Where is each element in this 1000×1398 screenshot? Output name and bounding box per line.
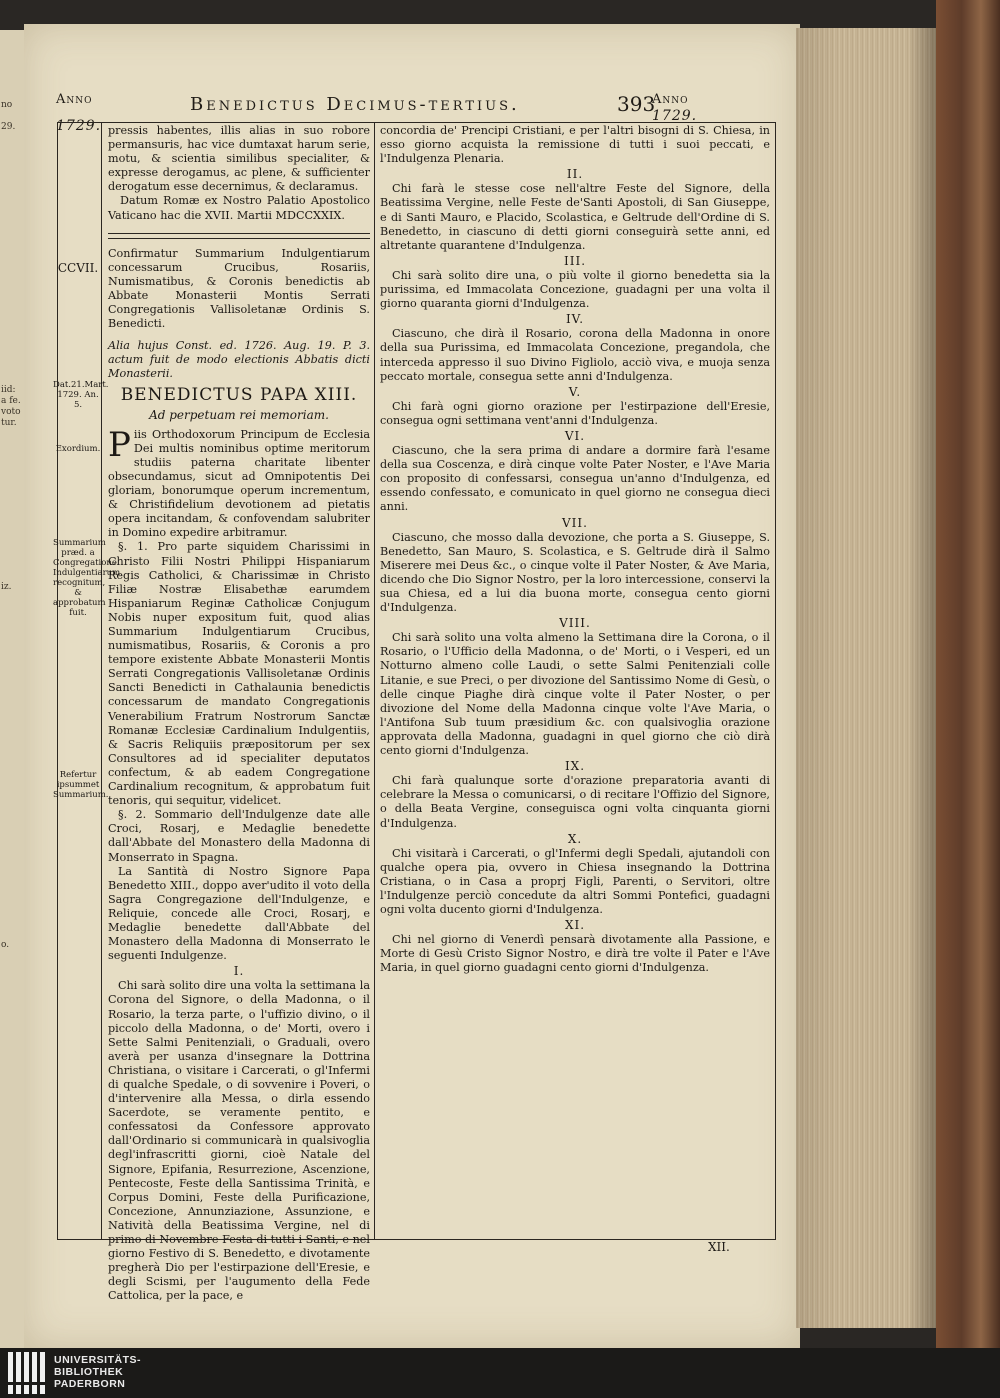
left-fragment: o. — [1, 940, 10, 950]
left-fragment: voto — [1, 407, 21, 417]
left-fragment: iid: — [1, 385, 16, 395]
page-number: 393 — [617, 92, 656, 116]
section-number: XI. — [564, 918, 586, 933]
running-head-year-left: Anno 1729. — [56, 92, 102, 134]
section-text: Chi farà qualunque sorte d'orazione preparatoria avanti di celebrare la Messa o comunicarsi, o di recitare l'Offizio del Signore, o della Beata Vergine, conseguisca ogni volta cinquanta giorni d'Indulgenza. — [380, 774, 770, 830]
left-fragment: tur. — [1, 418, 17, 428]
section-text: Ciascuno, che la sera prima di andare a dormire farà l'esame della sua Coscenza, e dirà cinque volte Pater Noster, e l'Ave Maria con proposito di confessarsi, consegua un'anno d'Indulgenza, ed essendo confessato, e comunicato in quel giorno ne consegua dieci anni. — [380, 444, 770, 514]
alia-note: Alia hujus Const. ed. 1726. Aug. 19. P. 3. actum fuit de modo electionis Abbatis dicti Monasterii. — [108, 339, 370, 381]
right-column — [380, 124, 770, 976]
pope-heading: BENEDICTUS PAPA XIII. — [120, 384, 358, 405]
section-text: Chi sarà solito una volta almeno la Settimana dire la Corona, o il Rosario, o l'Ufficio della Madonna, o de' Morti, o i Vesperi, ed un Notturno almeno colle Laudi, o sette Salmi Penitenziali colle Litanie, e sue Preci, o per divozione del Santissimo Nome di Gesù, o delle cinque Piaghe dirà cinque volte il Pater Noster, o per divozione del Nome della Madonna cinque volte l'Ave Maria, o l'Antifona Sub tuum præsidium &c. con qualsivoglia orazione approvata della Madonna, guadagni in quel giorno che ciò dirà cento giorni d'Indulgenza. — [380, 631, 770, 758]
paragraph-2: §. 2. Sommario dell'Indulgenze date alle Croci, Rosarj, e Medaglie benedette dall'Abbate del Monastero della Madonna di Monserrato in Spagna. — [108, 808, 370, 864]
section-number: X. — [567, 831, 583, 846]
paragraph-3: La Santità di Nostro Signore Papa Benedetto XIII., doppo aver'udito il voto della Sagra Congregazione dell'Indulgenze, e Reliquie, concede alle Croci, Rosarj, e Medaglie benedette dall'Abbate del Monastero della Madonna di Monserrato le seguenti Indulgenze. — [108, 864, 370, 963]
page-fore-edge — [796, 28, 936, 1328]
section-text: Ciascuno, che dirà il Rosario, corona della Madonna in onore della sua Purissima, ed Immacolata Concezione, pregandola, che interceda appresso il suo Divino Figliolo, acciò viva, e muoja senza peccato mortale, consegua sette anni d'Indulgenza. — [380, 327, 770, 383]
exordium-text: Piis Orthodoxorum Principum de Ecclesia Dei multis nominibus optime meritorum studiis paterna charitate libenter obsecundamus, sicut ad Omnipotentis Dei gloriam, bonorumque operum incrementum, & Christifidelium devotionem ad pietatis opera incitandam, & confovendam salubriter in Domino expedire arbitramur. — [108, 424, 370, 540]
section-number: VI. — [564, 428, 586, 443]
margin-note-exordium: Exordium. — [55, 444, 101, 454]
continued-text: concordia de' Prencipi Cristiani, e per l'altri bisogni di S. Chiesa, in esso giorno acquista la remissione di tutti i suoi peccati, e l'Indulgenza Plenaria. — [380, 124, 770, 166]
drop-cap: P — [108, 424, 131, 465]
section-i-text: Chi sarà solito dire una volta la settimana la Corona del Signore, o della Madonna, o il Rosario, la terza parte, o l'uffizio divino, o il piccolo della Madonna, o de' Morti, overo i Sette Salmi Penitenziali, o Graduali, overo averà per usanza d'insegnare la Dottrina Christiana, o visitare i Carcerati, o gl'Infermi di qualche Spedale, o di sovvenire i Poveri, o d'intervenire alla Messa, o dirla essendo Sacerdote, se veramente pentito, e confessatosi da Confessore approvato dall'Ordinario si communicarà in qualsivoglia degl'infrascritti giorni, cioè Natale del Signore, Epifania, Resurrezione, Ascenzione, Pentecoste, Feste della Santissima Trinità, e Corpus Domini, Feste della Purificazione, Concezione, Annunziazione, Assunzione, e Natività della Beatissima Vergine, nel di primo di Novembre Festa di tutti i Santi, e nel giorno Festivo di S. Benedetto, e divotamente pregherà Dio per l'estirpazione dell'Eresie, e degli Scismi, per l'augumento della Fede Cattolica, per la pace, e — [108, 979, 370, 1303]
section-number: IV. — [565, 312, 585, 327]
paragraph-1: §. 1. Pro parte siquidem Charissimi in Christo Filii Nostri Philippi Hispaniarum Regis Catholici, & Charissimæ in Christo Filiæ Nostræ Elisabethæ earumdem Hispaniarum Reginæ Catholicæ Conjugum Nobis nuper expositum fuit, quod alias Summarium Indulgentiarum Crucibus, numismatibus, Rosariis, & Coronis a pro tempore existente Abbate Monasterii Montis Serrati Congregationis Vallisoletanæ Ordinis Sancti Benedicti in Cathalaunia benedictis concessarum de mandato Congregationis Venerabilium Fratrum Nostrorum Sanctæ Romanæ Ecclesiæ Cardinalium Indulgentiis, & Sacris Reliquiis præpositorum per sex Consultores ad id specialiter deputatos confectum, & ab eadem Congregatione Cardinalium recognitum, & approbatum fuit tenoris, qui sequitur, videlicet. — [108, 540, 370, 808]
library-footer — [0, 1348, 1000, 1398]
section-text: Chi nel giorno di Venerdì pensarà divotamente alla Passione, e Morte di Gesù Cristo Signor Nostro, e dirà tre volte il Pater e l'Ave Maria, in quel giorno guadagni cento giorni d'Indulgenza. — [380, 933, 770, 975]
section-text: Chi sarà solito dire una, o più volte il giorno benedetta sia la purissima, ed Immacolata Concezione, guadagni per una volta il giorno quaranta giorni d'Indulgenza. — [380, 268, 770, 311]
section-number: II. — [566, 167, 584, 182]
catchword: XII. — [708, 1240, 730, 1254]
left-fragment: 29. — [1, 122, 16, 132]
margin-note-summarium: Summarium præd. a Congregatione Indulgentiarum recognitum, & approbatum fuit. — [53, 538, 121, 618]
section-number: IX. — [564, 759, 586, 774]
datum: Datum Romæ ex Nostro Palatio Apostolico Vaticano hac die XVII. Martii MDCCXXIX. — [108, 194, 370, 222]
footer-line-2: BIBLIOTHEK — [54, 1366, 124, 1378]
section-text: Chi farà le stesse cose nell'altre Feste del Signore, della Beatissima Vergine, nelle Feste de'Santi Apostoli, di San Giuseppe, e di Santi Mauro, e Placido, Scolastica, e Geltrude dell'Ordine di S. Benedetto, in ciascuno di detti giorni conseguirà sette anni, ed altretante quarantene d'Indulgenza. — [380, 182, 770, 252]
book-cover-board — [936, 0, 1000, 1348]
section-number: V. — [568, 384, 582, 399]
footer-line-3: PADERBORN — [54, 1378, 126, 1390]
left-fragment: iz. — [1, 582, 12, 592]
margin-note-ccvii: CCVII. — [57, 261, 99, 275]
footer-line-1: UNIVERSITÄTS- — [54, 1354, 142, 1366]
section-number: I. — [233, 964, 245, 979]
section-text: Chi farà ogni giorno orazione per l'estirpazione dell'Eresie, consegua ogni settimana vent'anni d'Indulgenza. — [380, 399, 770, 427]
margin-note-date: Dat.21.Mart. 1729. An. 5. — [53, 380, 109, 410]
section-text: Chi visitarà i Carcerati, o gl'Infermi degli Spedali, ajutandoli con qualche opera pia, ovvero in Chiesa insegnando la Dottrina Cristiana, o in Casa a proprj Figli, Parenti, o Servitori, oltre l'Indulgenze perciò concedute da altri Sommi Pontefici, guadagni ogni volta ducento giorni d'Indulgenza. — [380, 846, 770, 917]
left-fragment: no — [1, 100, 13, 110]
running-head-year-right: Anno 1729. — [652, 92, 698, 124]
section-number: VIII. — [559, 616, 591, 631]
left-page-edge — [0, 30, 26, 1348]
previous-text: pressis habentes, illis alias in suo robore permansuris, hac vice dumtaxat harum serie, motu, & scientia similibus specialiter, & expresse derogamus, ac plene, & sufficienter derogatum esse decernimus, & declaramus. — [108, 124, 370, 194]
margin-note-refertur: Refertur ipsummet Summarium. — [53, 770, 109, 800]
library-logo-icon — [8, 1352, 46, 1394]
left-column — [108, 124, 370, 1304]
page-title: Benedictus Decimus-tertius. — [190, 94, 520, 115]
section-number: III. — [563, 253, 587, 268]
constitution-summary: Confirmatur Summarium Indulgentiarum concessarum Crucibus, Rosariis, Numismatibus, & Coronis benedictis ab Abbate Monasterii Montis Serrati Congregationis Vallisoletanæ Ordinis S. Benedicti. — [108, 246, 370, 331]
section-text: Ciascuno, che mosso dalla devozione, che porta a S. Giuseppe, S. Benedetto, San Mauro, S. Scolastica, e S. Geltrude dirà il Salmo Miserere mei Deus &c., o cinque volte il Pater Noster, & Ave Maria, dicendo che Dio Signor Nostro, per la loro intercessione, conservi la sua Chiesa, ed a lui dia buona morte, consegua cento giorni d'Indulgenza. — [380, 530, 770, 615]
section-number: VII. — [562, 515, 588, 530]
section-divider — [108, 233, 370, 239]
left-fragment: a fe. — [1, 396, 21, 406]
ad-perpetuam: Ad perpetuam rei memoriam. — [149, 407, 329, 422]
